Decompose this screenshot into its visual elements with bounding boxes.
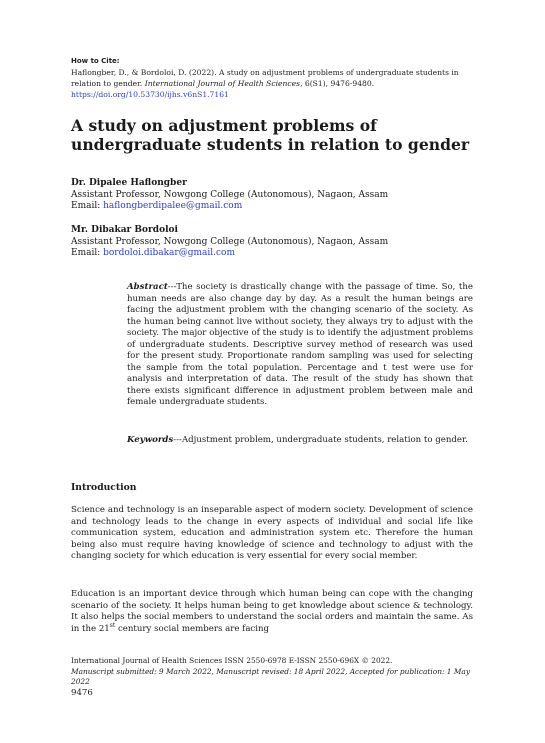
author-name: Dr. Dipalee Haflongber <box>71 178 187 188</box>
author-name: Mr. Dibakar Bordoloi <box>71 225 178 235</box>
abstract-text: The society is drastically change with the passage of time. So, the human needs are also change day by day. As a result the human beings are facing the adjustment problem with the changing scenario of the society. As the human being cannot live without society, they always try to adjust with the society. The major objective of the study is to identify the adjustment problems of undergraduate students. Descriptive survey method of research was used for the present study. Proportionate random sampling was used for selecting the sample from the total population. Percentage and t test were use for analysis and interpretation of data. The result of the study has shown that there exists significant difference in adjustment problem between male and female undergraduate students. <box>127 282 473 408</box>
footer-journal-line: International Journal of Health Sciences ISSN 2550-6978 E-ISSN 2550-696X © 2022. <box>71 656 393 665</box>
abstract-separator: --- <box>167 282 177 292</box>
footer-submission-line: Manuscript submitted: 9 March 2022, Manuscript revised: 18 April 2022, Accepted for publication: 1 May 2022 <box>71 666 471 686</box>
keywords-separator: --- <box>173 435 182 445</box>
abstract-label: Abstract <box>127 282 168 292</box>
citation-volume-pages: , 6(S1), 9476-9480. <box>300 79 375 88</box>
author-affiliation: Assistant Professor, Nowgong College (Autonomous), Nagaon, Assam <box>71 236 389 247</box>
author-email-link[interactable]: haflongberdipalee@gmail.com <box>103 201 243 211</box>
citation-label: How to Cite: <box>71 57 120 65</box>
ordinal-superscript: st <box>109 621 116 629</box>
email-label: Email: <box>71 248 104 258</box>
paragraph-2-text-end: century social members are facing <box>115 623 270 634</box>
author-block-1 <box>71 178 491 213</box>
author-block-2 <box>71 225 491 260</box>
paragraph-2 <box>71 589 473 635</box>
section-heading-introduction: Introduction <box>71 482 137 493</box>
paragraph-1: Science and technology is an inseparable aspect of modern society. Development of science and technology leads to the change in every aspects of individual and social life like communication system, education and administration system etc. Therefore the human being also must require having knowledge of science and technology to adjust with the changing society for which education is very essential for every social member. <box>71 505 473 562</box>
citation-text <box>71 67 481 89</box>
keywords-text: Adjustment problem, undergraduate students, relation to gender. <box>181 435 468 445</box>
author-affiliation: Assistant Professor, Nowgong College (Autonomous), Nagaon, Assam <box>71 189 389 200</box>
keywords-label: Keywords <box>127 435 174 445</box>
citation-journal: International Journal of Health Sciences <box>144 79 301 88</box>
paper-title: A study on adjustment problems of undergraduate students in relation to gender <box>71 116 470 154</box>
citation-doi-link[interactable]: https://doi.org/10.53730/ijhs.v6nS1.7161 <box>71 90 229 99</box>
abstract-block <box>127 282 473 409</box>
citation-reference: Haflongber, D., & Bordoloi, D. (2022). A study on adjustment problems of undergraduate students in relation to gender. <box>71 68 459 88</box>
citation-block <box>71 56 481 100</box>
author-email-link[interactable]: bordoloi.dibakar@gmail.com <box>103 248 235 258</box>
keywords-block <box>127 435 473 447</box>
page-footer <box>71 656 481 698</box>
author-email-line <box>71 248 491 260</box>
email-label: Email: <box>71 201 104 211</box>
page-number: 9476 <box>71 687 93 698</box>
author-email-line <box>71 201 491 213</box>
paragraph-2-text: Education is an important device through which human being can cope with the changing scenario of the society. It helps human being to get knowledge about science & technology. It also helps the social members to understand the social orders and maintain the same. As in the 21 <box>71 589 473 634</box>
